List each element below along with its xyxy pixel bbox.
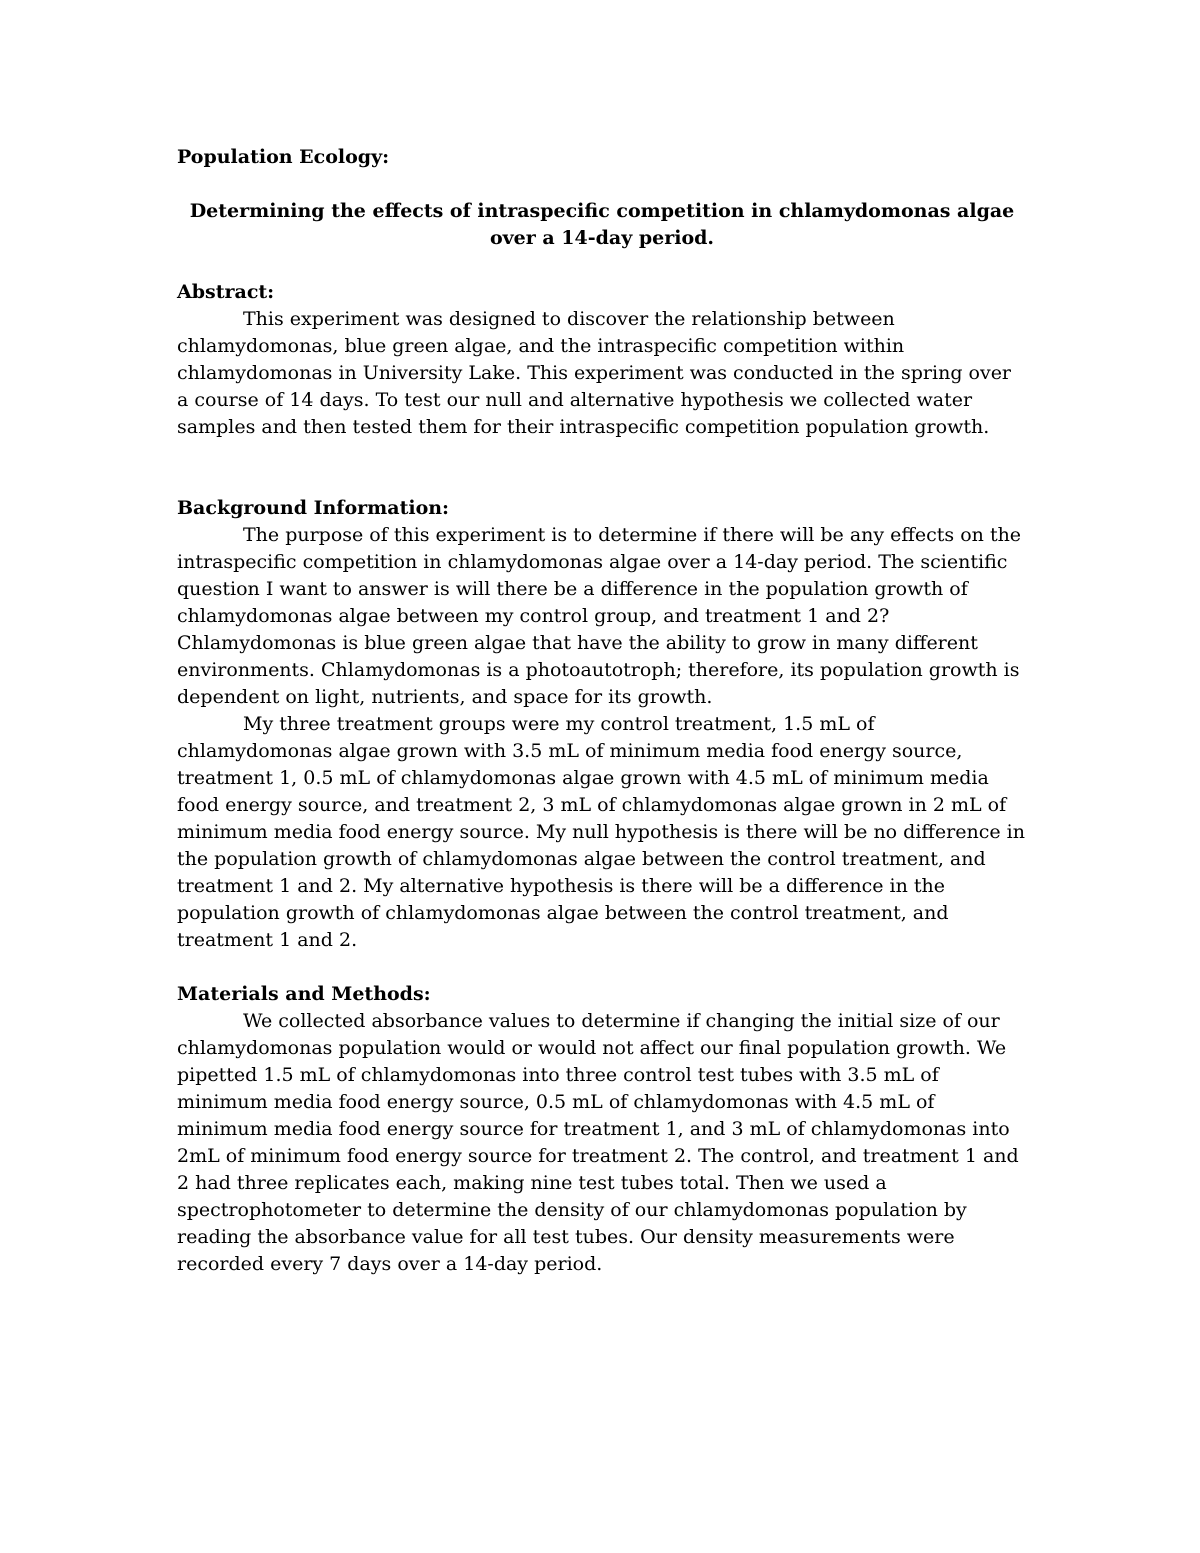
methods-heading: Materials and Methods: [177, 983, 431, 1005]
section-label: Population Ecology: [177, 146, 390, 168]
abstract-heading: Abstract: [177, 281, 275, 303]
background-paragraph: My three treatment groups were my control treatment, 1.5 mL of chlamydomonas algae grown with 3.5 mL of minimum media food energy source, treatment 1, 0.5 mL of chlamydomonas algae grown with 4.5 mL of minimum media food energy source, and treatment 2, 3 mL of chlamydomonas algae grown in 2 mL of minimum media food energy source. My null hypothesis is there will be no difference in the population growth of chlamydomonas algae between the control treatment, and treatment 1 and 2. My alternative hypothesis is there will be a difference in the population growth of chlamydomonas algae between the control treatment, and treatment 1 and 2. [177, 713, 1025, 951]
background-heading: Background Information: [177, 497, 450, 519]
background-section [177, 495, 1027, 954]
background-paragraph: The purpose of this experiment is to determine if there will be any effects on the intraspecific competition in chlamydomonas algae over a 14-day period. The scientific question I want to answer is will there be a difference in the population growth of chlamydomonas algae between my control group, and treatment 1 and 2? Chlamydomonas is blue green algae that have the ability to grow in many different environments. Chlamydomonas is a photoautotroph; therefore, its population growth is dependent on light, nutrients, and space for its growth. [177, 524, 1022, 708]
methods-paragraph: We collected absorbance values to determine if changing the initial size of our chlamydomonas population would or would not affect our final population growth. We pipetted 1.5 mL of chlamydomonas into three control test tubes with 3.5 mL of minimum media food energy source, 0.5 mL of chlamydomonas with 4.5 mL of minimum media food energy source for treatment 1, and 3 mL of chlamydomonas into 2mL of minimum food energy source for treatment 2. The control, and treatment 1 and 2 had three replicates each, making nine test tubes total. Then we used a spectrophotometer to determine the density of our chlamydomonas population by reading the absorbance value for all test tubes. Our density measurements were recorded every 7 days over a 14-day period. [177, 1010, 1019, 1275]
abstract-section [177, 279, 1027, 441]
abstract-paragraph: This experiment was designed to discover the relationship between chlamydomonas, blue green algae, and the intraspecific competition within chlamydomonas in University Lake. This experiment was conducted in the spring over a course of 14 days. To test our null and alternative hypothesis we collected water samples and then tested them for their intraspecific competition population growth. [177, 308, 1012, 438]
methods-section [177, 981, 1027, 1278]
document-title: Determining the effects of intraspecific competition in chlamydomonas algae over a 14-day period. [189, 200, 1015, 249]
document-body [177, 144, 1027, 1278]
